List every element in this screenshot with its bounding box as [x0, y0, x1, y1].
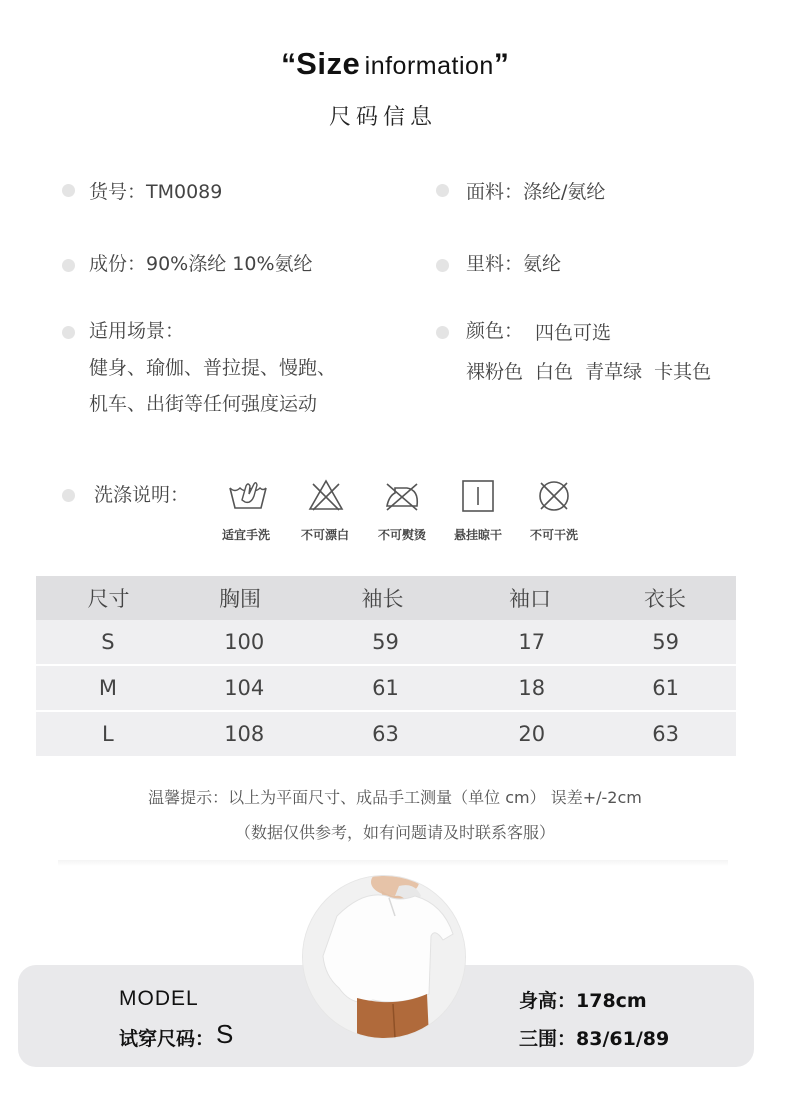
- hang-dry-icon: [457, 476, 499, 516]
- scenes-line-1: 健身、瑜伽、普拉提、慢跑、: [89, 357, 337, 379]
- header-cuff: 袖口: [509, 587, 551, 611]
- model-height: 身高：178cm: [519, 990, 647, 1012]
- disclaimer-note: （数据仅供参考，如有问题请及时联系客服）: [234, 823, 555, 842]
- composition-info: 成份：90%涤纶 10%氨纶: [89, 253, 313, 275]
- title-information: information: [364, 52, 494, 80]
- cell-cuff: 17: [518, 630, 546, 654]
- scenes-label: 适用场景：: [89, 320, 185, 342]
- page-title: [0, 46, 790, 82]
- cell-size: M: [98, 676, 117, 700]
- size-table: [36, 576, 736, 758]
- cell-length: 63: [652, 722, 679, 746]
- model-title: MODEL: [119, 987, 199, 1010]
- header-length: 衣长: [644, 587, 686, 611]
- table-row: [36, 620, 736, 666]
- item-number: 货号：TM0089: [89, 181, 223, 203]
- cell-size: S: [101, 630, 115, 654]
- cell-chest: 108: [224, 722, 265, 746]
- care-text-no-iron: 不可熨烫: [377, 528, 426, 542]
- cell-length: 59: [652, 630, 679, 654]
- trial-size-label: 试穿尺码：: [119, 1028, 215, 1050]
- open-quote: “: [281, 48, 297, 81]
- measurement-note: 温馨提示：以上为平面尺寸、成品手工测量（单位 cm） 误差+/-2cm: [148, 788, 642, 807]
- trial-size-value: S: [216, 1019, 234, 1049]
- header-chest: 胸围: [219, 587, 261, 611]
- bullet-dot: [62, 326, 75, 339]
- table-row: [36, 712, 736, 758]
- bullet-dot: [436, 259, 449, 272]
- bullet-dot: [62, 489, 75, 502]
- cell-cuff: 18: [518, 676, 546, 700]
- colors-list: 裸粉色 白色 青草绿 卡其色: [466, 361, 712, 383]
- cell-chest: 100: [224, 630, 265, 654]
- cell-chest: 104: [224, 676, 265, 700]
- close-quote: ”: [493, 48, 509, 81]
- model-photo: [302, 875, 466, 1039]
- care-text-no-dry-clean: 不可干洗: [529, 528, 578, 542]
- care-text-no-bleach: 不可漂白: [300, 528, 349, 542]
- cell-length: 61: [652, 676, 679, 700]
- bullet-dot: [436, 326, 449, 339]
- title-size: Size: [296, 46, 361, 81]
- header-size: 尺寸: [87, 587, 130, 611]
- table-header-row: [36, 576, 736, 620]
- page-subtitle: 尺码信息: [328, 105, 437, 130]
- fabric-info: 面料：涤纶/氨纶: [466, 181, 606, 203]
- cell-cuff: 20: [518, 722, 546, 746]
- care-text-hand-wash: 适宜手洗: [221, 528, 270, 542]
- cell-sleeve: 63: [372, 722, 399, 746]
- hand-wash-icon: [227, 476, 269, 516]
- cell-sleeve: 61: [372, 676, 399, 700]
- no-dry-clean-icon: [533, 476, 575, 516]
- care-label: 洗涤说明：: [94, 484, 190, 506]
- model-measurements: 三围：83/61/89: [519, 1028, 670, 1050]
- cell-sleeve: 59: [372, 630, 399, 654]
- header-sleeve-length: 袖长: [361, 587, 404, 611]
- divider: [58, 860, 728, 866]
- colors-label: 颜色：: [466, 320, 524, 342]
- colors-choice: 四色可选: [535, 322, 612, 344]
- bullet-dot: [62, 184, 75, 197]
- lining-info: 里料：氨纶: [466, 253, 562, 275]
- cell-size: L: [102, 722, 114, 746]
- bullet-dot: [436, 184, 449, 197]
- table-row: [36, 666, 736, 712]
- scenes-line-2: 机车、出街等任何强度运动: [89, 393, 318, 415]
- no-bleach-icon: [305, 476, 347, 516]
- no-iron-icon: [381, 476, 423, 516]
- care-text-hang-dry: 悬挂晾干: [453, 528, 502, 542]
- bullet-dot: [62, 259, 75, 272]
